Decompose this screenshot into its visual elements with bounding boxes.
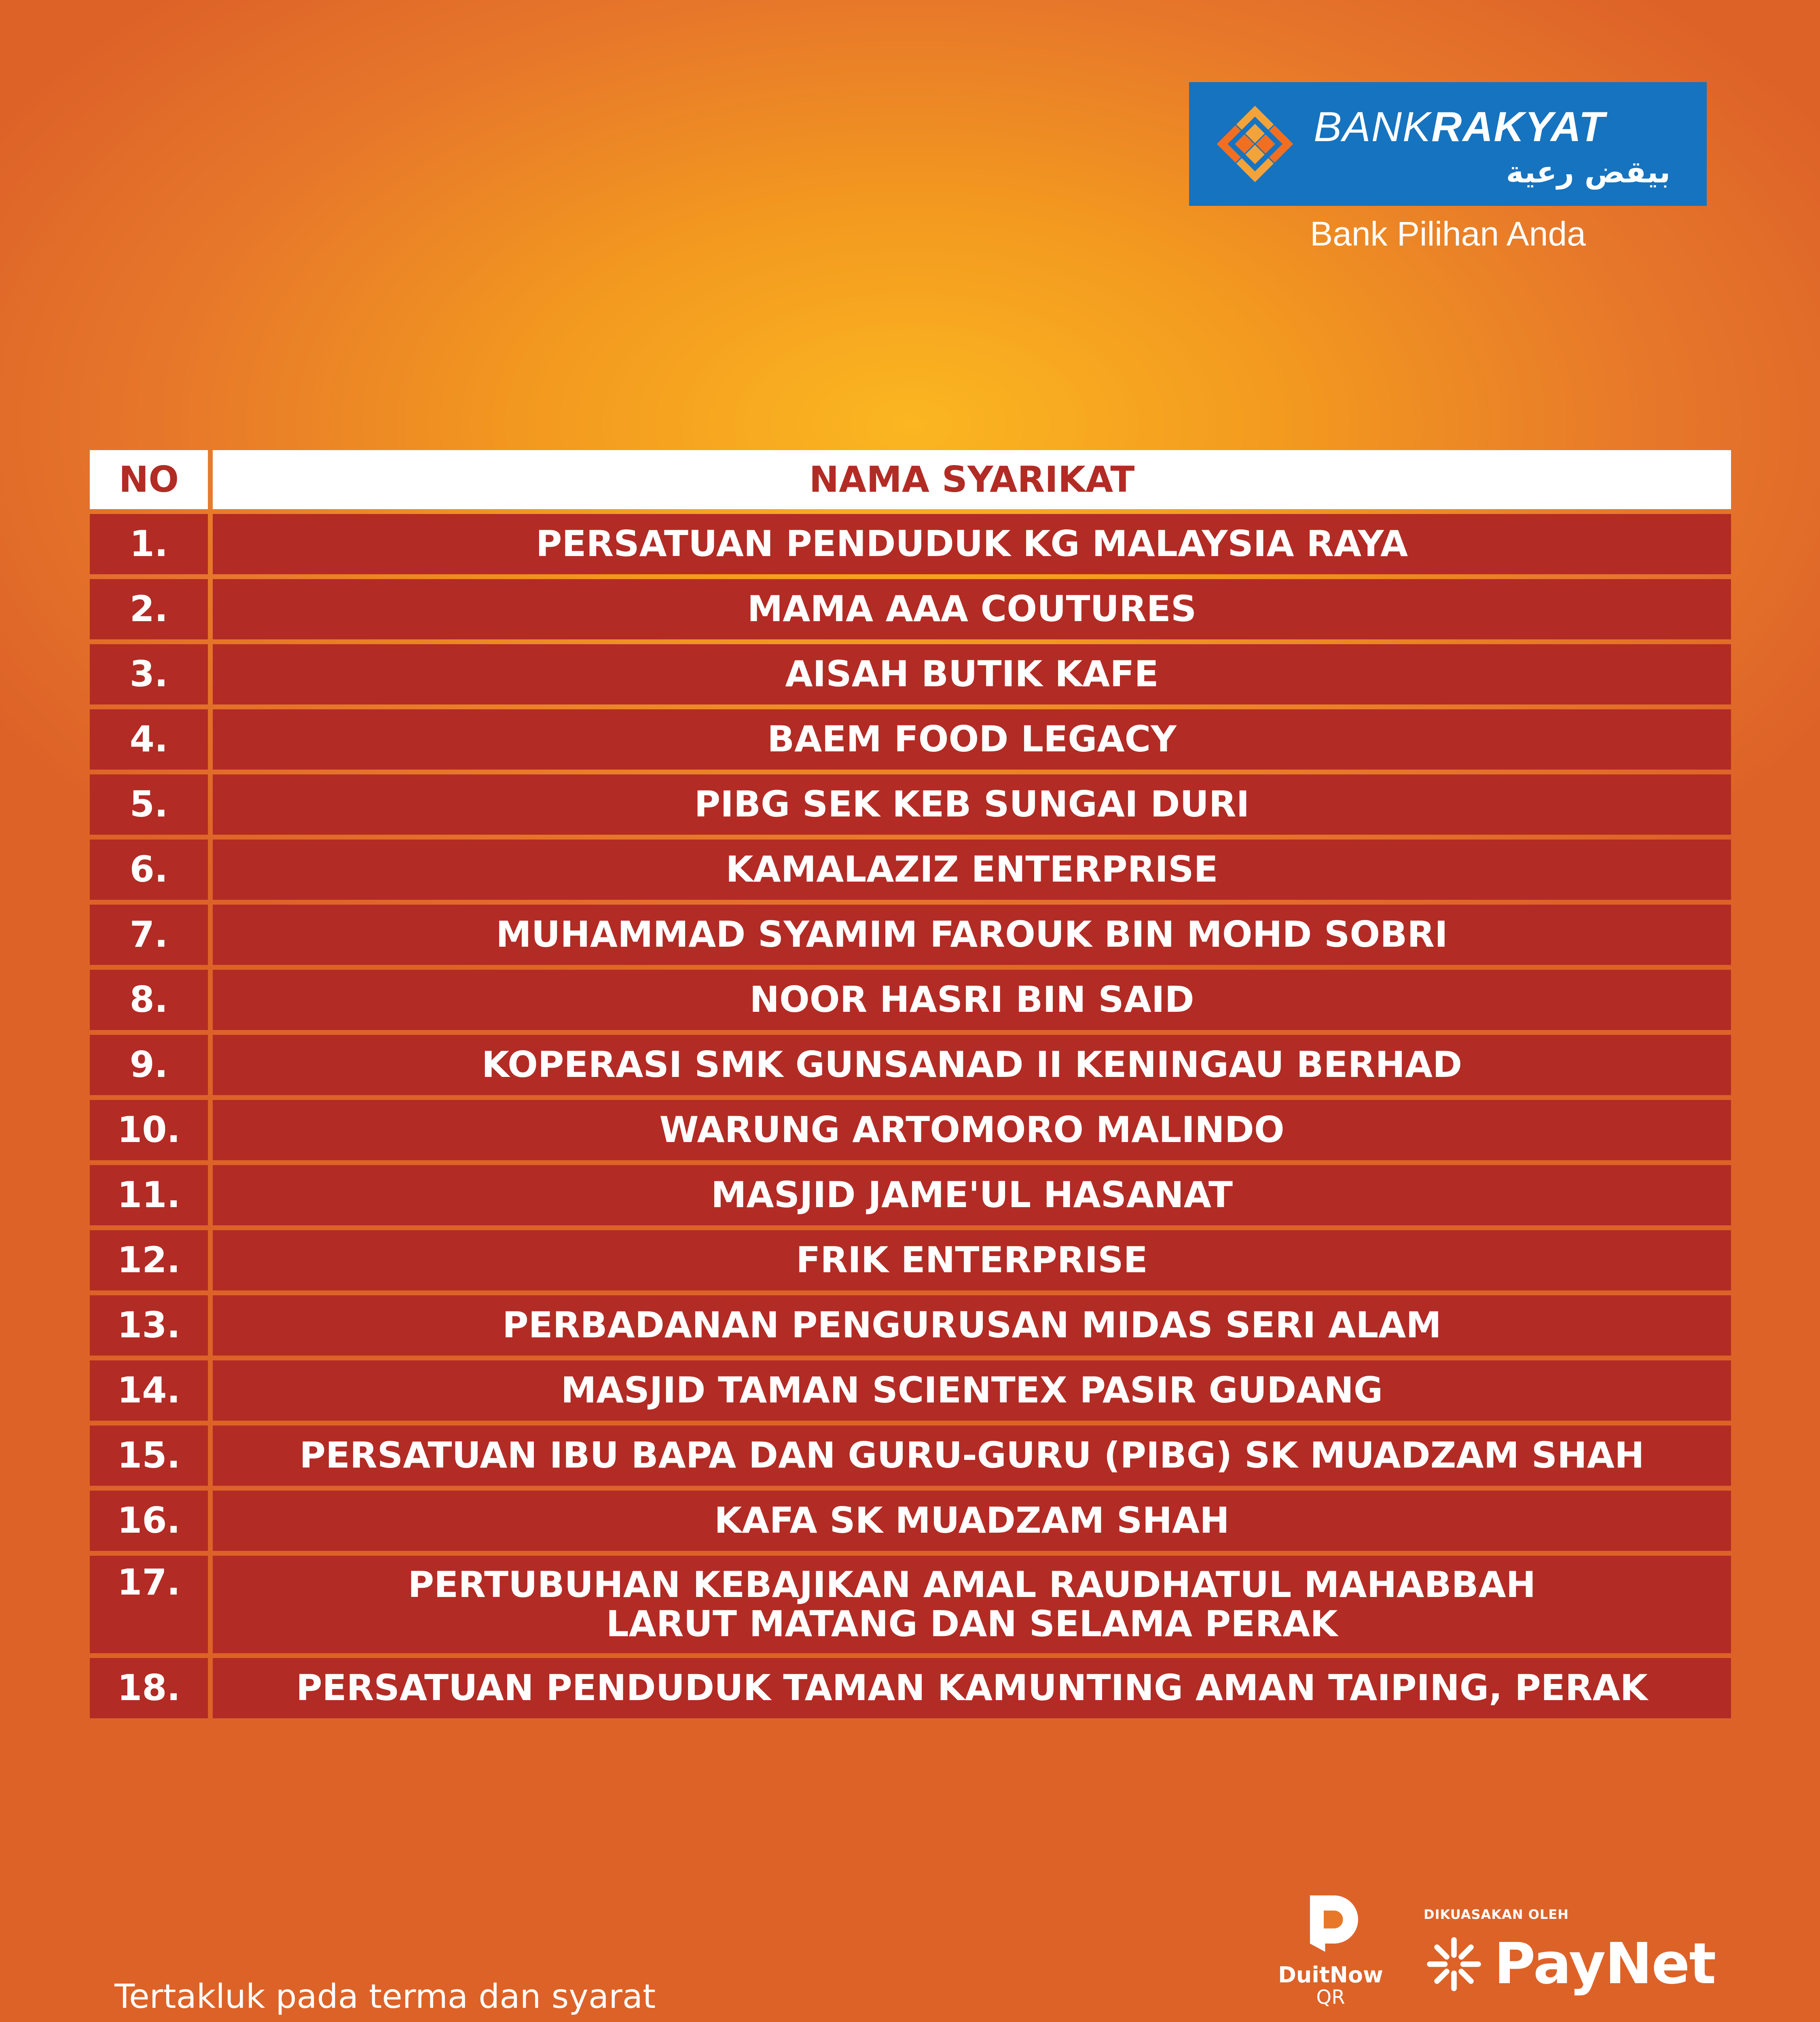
- row-number: 4.: [90, 709, 208, 770]
- company-name: [213, 709, 1731, 770]
- paynet-label: PayNet: [1494, 1931, 1716, 1997]
- row-number: 9.: [90, 1035, 208, 1095]
- duitnow-icon: [1296, 1889, 1365, 1957]
- row-number: 14.: [90, 1360, 208, 1421]
- company-name-line: FRIK ENTERPRISE: [796, 1239, 1148, 1281]
- company-name: [213, 1165, 1731, 1225]
- table-row: [90, 1491, 1731, 1551]
- row-number: 1.: [90, 514, 208, 574]
- table-row: [90, 840, 1731, 900]
- table-row: [90, 1165, 1731, 1225]
- duitnow-qr-logo: [1276, 1889, 1385, 2009]
- company-name-line: MASJID TAMAN SCIENTEX PASIR GUDANG: [561, 1369, 1383, 1411]
- table-row: [90, 1658, 1731, 1718]
- header-company-name: NAMA SYARIKAT: [213, 450, 1731, 509]
- company-name: [213, 644, 1731, 704]
- company-name: [213, 840, 1731, 900]
- header-no: NO: [90, 450, 208, 509]
- company-name-line: WARUNG ARTOMORO MALINDO: [659, 1109, 1285, 1151]
- row-number: 15.: [90, 1426, 208, 1486]
- duitnow-label: DuitNow: [1278, 1962, 1383, 1988]
- row-number: 12.: [90, 1230, 208, 1290]
- company-name: [213, 1426, 1731, 1486]
- table-row: [90, 514, 1731, 574]
- company-name-line: AISAH BUTIK KAFE: [785, 653, 1159, 695]
- company-name: [213, 579, 1731, 639]
- paynet-logo: [1424, 1931, 1715, 1997]
- company-name-line: MASJID JAME'UL HASANAT: [711, 1174, 1233, 1216]
- company-name: [213, 1100, 1731, 1160]
- row-number: 17.: [90, 1556, 208, 1653]
- company-name-line: PERSATUAN IBU BAPA DAN GURU-GURU (PIBG) SK MUADZAM SHAH: [299, 1434, 1644, 1476]
- company-name: [213, 970, 1731, 1030]
- company-name: [213, 1360, 1731, 1421]
- company-name-line: PERSATUAN PENDUDUK TAMAN KAMUNTING AMAN TAIPING, PERAK: [296, 1667, 1648, 1709]
- table-row: [90, 1230, 1731, 1290]
- paynet-prefix: DIKUASAKAN OLEH: [1424, 1907, 1569, 1922]
- bank-rakyat-jawi-wordmark: بيقض رعية: [1506, 155, 1670, 190]
- table-row: [90, 905, 1731, 965]
- table-row: [90, 1360, 1731, 1421]
- company-name: [213, 1230, 1731, 1290]
- row-number: 3.: [90, 644, 208, 704]
- company-name-line: PIBG SEK KEB SUNGAI DURI: [694, 783, 1250, 825]
- table-row: [90, 1295, 1731, 1356]
- table-row: [90, 579, 1731, 639]
- table-row: [90, 1035, 1731, 1095]
- bank-tagline: Bank Pilihan Anda: [1310, 215, 1586, 253]
- company-name: [213, 905, 1731, 965]
- row-number: 13.: [90, 1295, 208, 1356]
- row-number: 11.: [90, 1165, 208, 1225]
- company-name: [213, 1556, 1731, 1653]
- terms-text: Tertakluk pada terma dan syarat: [114, 1978, 656, 2016]
- row-number: 16.: [90, 1491, 208, 1551]
- table-header-row: [90, 450, 1731, 509]
- table-row: [90, 1556, 1731, 1653]
- company-name-line: MAMA AAA COUTURES: [747, 588, 1197, 630]
- company-name-line: BAEM FOOD LEGACY: [767, 718, 1177, 760]
- company-name-line: KOPERASI SMK GUNSANAD II KENINGAU BERHAD: [481, 1044, 1462, 1086]
- paynet-star-icon: [1424, 1934, 1484, 1995]
- duitnow-sub: QR: [1316, 1986, 1345, 2009]
- company-name-line: PERBADANAN PENGURUSAN MIDAS SERI ALAM: [502, 1304, 1441, 1346]
- row-number: 7.: [90, 905, 208, 965]
- company-name: [213, 1491, 1731, 1551]
- row-number: 8.: [90, 970, 208, 1030]
- table-row: [90, 1100, 1731, 1160]
- table-row: [90, 970, 1731, 1030]
- company-name-line: LARUT MATANG DAN SELAMA PERAK: [606, 1603, 1338, 1645]
- bank-rakyat-emblem-icon: [1213, 102, 1297, 186]
- company-name: [213, 514, 1731, 574]
- row-number: 2.: [90, 579, 208, 639]
- company-name: [213, 1658, 1731, 1718]
- company-name-line: PERTUBUHAN KEBAJIKAN AMAL RAUDHATUL MAHABBAH: [408, 1563, 1536, 1605]
- company-name-line: KAMALAZIZ ENTERPRISE: [726, 848, 1218, 890]
- table-row: [90, 709, 1731, 770]
- row-number: 10.: [90, 1100, 208, 1160]
- table-row: [90, 1426, 1731, 1486]
- row-number: 5.: [90, 774, 208, 835]
- company-table: [90, 450, 1731, 1723]
- bank-rakyat-logo: [1189, 82, 1707, 206]
- company-name: [213, 774, 1731, 835]
- row-number: 18.: [90, 1658, 208, 1718]
- table-row: [90, 644, 1731, 704]
- company-name: [213, 1295, 1731, 1356]
- company-name-line: MUHAMMAD SYAMIM FAROUK BIN MOHD SOBRI: [496, 914, 1448, 956]
- company-name-line: KAFA SK MUADZAM SHAH: [714, 1500, 1230, 1542]
- bank-rakyat-wordmark: BANKRAKYAT: [1314, 104, 1606, 150]
- company-name-line: PERSATUAN PENDUDUK KG MALAYSIA RAYA: [535, 523, 1408, 565]
- company-name-line: NOOR HASRI BIN SAID: [749, 979, 1194, 1021]
- row-number: 6.: [90, 840, 208, 900]
- table-row: [90, 774, 1731, 835]
- company-name: [213, 1035, 1731, 1095]
